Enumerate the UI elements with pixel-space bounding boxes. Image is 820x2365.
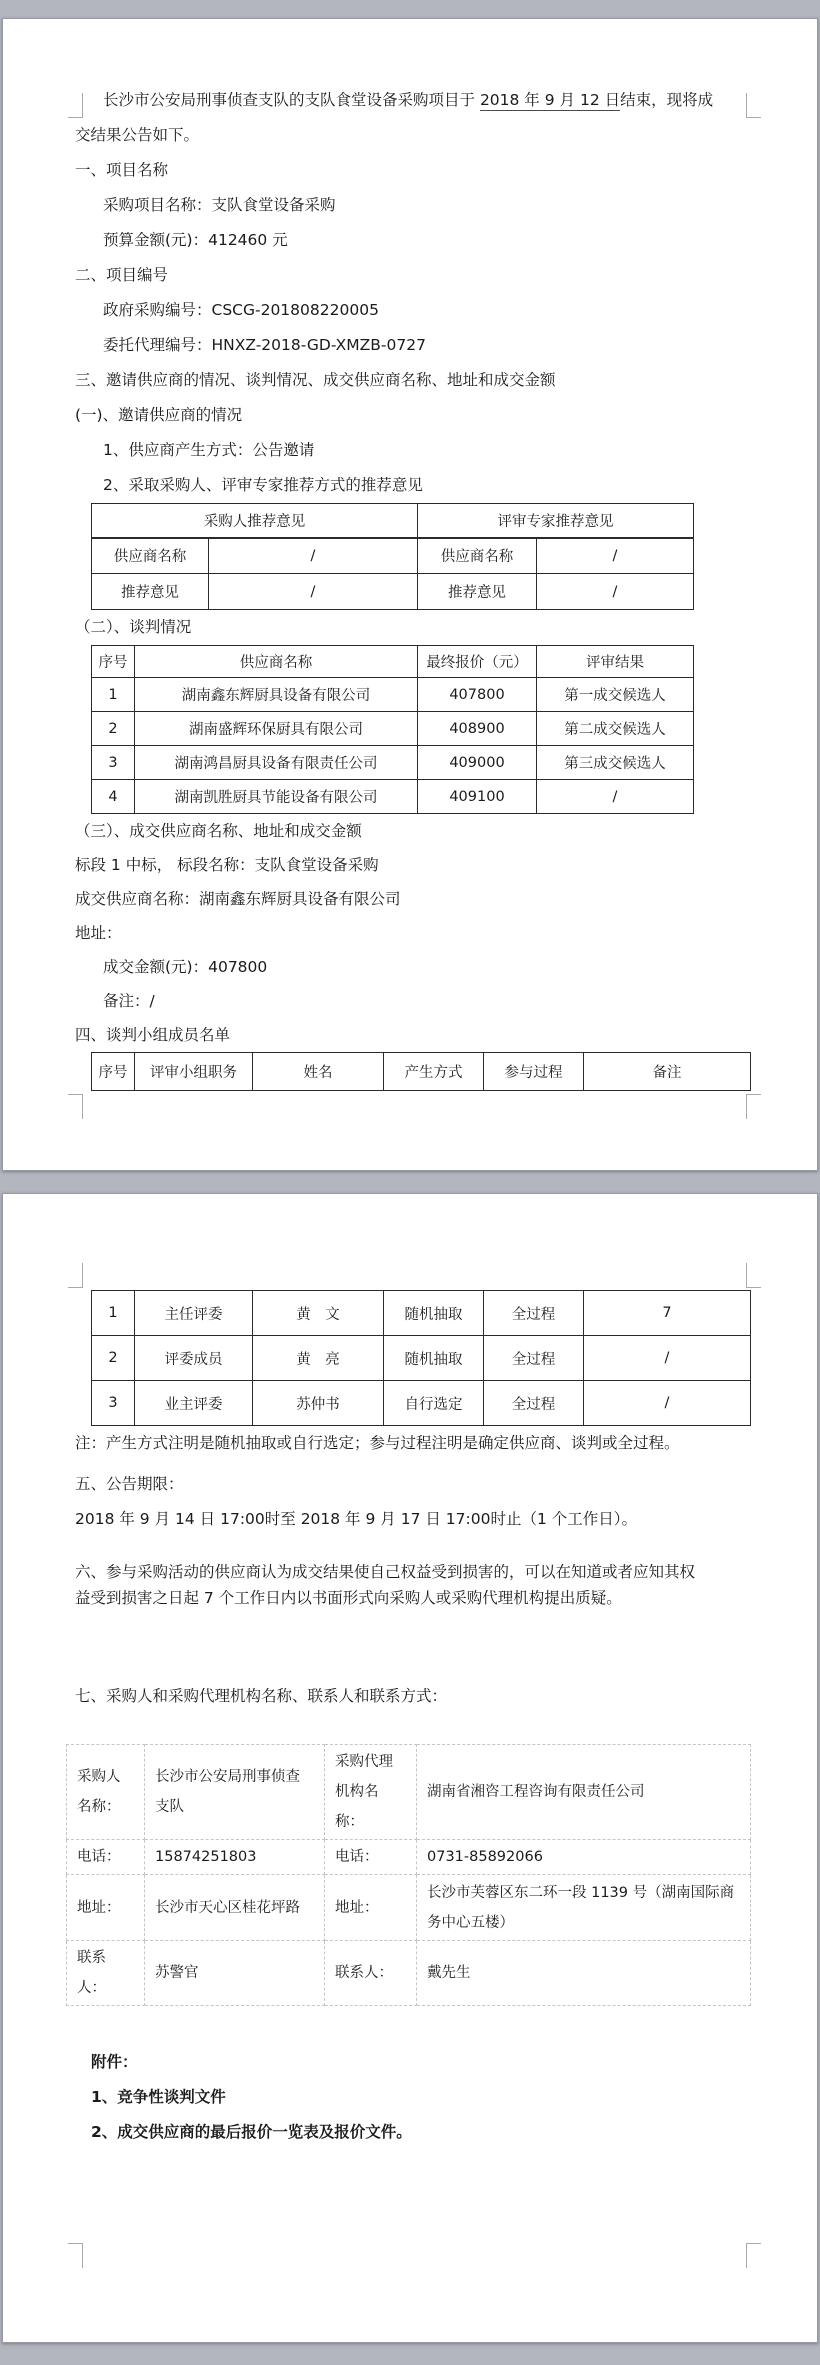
table-row (92, 1336, 751, 1381)
intro-line-2: 交结果公告如下。 (75, 126, 200, 144)
table-cell: 联系人： (67, 1941, 145, 2006)
heading-invited-suppliers: (一)、邀请供应商的情况 (75, 406, 243, 424)
panel-table-rows (91, 1290, 751, 1426)
table-cell: 409100 (418, 780, 537, 814)
table-cell: 供应商名称 (418, 538, 537, 574)
table-row (67, 1875, 751, 1941)
table-cell: 联系人： (325, 1941, 417, 2006)
table-cell: 湖南鸿昌厨具设备有限责任公司 (135, 746, 418, 780)
margin-mark-top-left (68, 1263, 83, 1288)
table-cell: 评审专家推荐意见 (418, 504, 694, 538)
table-cell: 苏警官 (145, 1941, 325, 2006)
attachments-heading: 附件： (91, 2053, 138, 2071)
table-cell: / (537, 574, 694, 610)
table-cell: 2 (92, 712, 135, 746)
table-cell: 全过程 (484, 1336, 584, 1381)
heading-project-number-section: 二、项目编号 (75, 266, 169, 284)
table-cell: / (209, 538, 418, 574)
table-cell: / (537, 538, 694, 574)
line-agency-number: 委托代理编号：HNXZ-2018-GD-XMZB-0727 (103, 336, 426, 354)
table-cell: 长沙市芙蓉区东二环一段 1139 号（湖南国际商务中心五楼） (417, 1875, 751, 1941)
table-cell: 评审小组职务 (135, 1053, 253, 1091)
table-cell: 全过程 (484, 1291, 584, 1336)
table-cell: 苏仲书 (253, 1381, 384, 1426)
table-cell: 湖南凯胜厨具节能设备有限公司 (135, 780, 418, 814)
line-announcement-period: 2018 年 9 月 14 日 17:00时至 2018 年 9 月 17 日 17:00时止（1 个工作日）。 (75, 1510, 637, 1528)
line-award-amount: 成交金额(元)：407800 (103, 958, 268, 976)
table-cell: 黄 亮 (253, 1336, 384, 1381)
table-row (67, 1941, 751, 2006)
intro-underlined-date: 2018 年 9 月 12 日 (479, 91, 621, 109)
table-row (92, 780, 694, 814)
contact-table (66, 1744, 751, 2006)
heading-contacts: 七、采购人和采购代理机构名称、联系人和联系方式： (75, 1687, 448, 1705)
line-award-supplier: 成交供应商名称：湖南鑫东辉厨具设备有限公司 (75, 890, 401, 908)
table-cell: 供应商名称 (135, 646, 418, 678)
table-cell: 7 (584, 1291, 751, 1336)
table-row (92, 712, 694, 746)
line-procurement-project-name: 采购项目名称：支队食堂设备采购 (103, 196, 336, 214)
page-gap (0, 1171, 820, 1193)
attachment-1: 1、竞争性谈判文件 (91, 2088, 226, 2106)
table-cell: 湖南省湘咨工程咨询有限责任公司 (417, 1745, 751, 1840)
line-gov-procurement-number: 政府采购编号：CSCG-201808220005 (103, 301, 379, 319)
line-award-section: 标段 1 中标， 标段名称：支队食堂设备采购 (75, 856, 379, 874)
table-row (92, 678, 694, 712)
table-cell: 电话： (67, 1840, 145, 1875)
heading-project-name-section: 一、项目名称 (75, 161, 169, 179)
table-cell: 自行选定 (384, 1381, 484, 1426)
panel-table-header (91, 1052, 751, 1091)
table-cell: 地址： (67, 1875, 145, 1941)
heading-announcement-period: 五、公告期限： (75, 1475, 184, 1493)
table-cell: 备注 (584, 1053, 751, 1091)
table-cell: 4 (92, 780, 135, 814)
line-award-remark: 备注：/ (103, 992, 155, 1010)
table-cell: 第三成交候选人 (537, 746, 694, 780)
table-cell: / (584, 1336, 751, 1381)
table-cell: 长沙市公安局刑事侦查支队 (145, 1745, 325, 1840)
panel-note-line: 注：产生方式注明是随机抽取或自行选定；参与过程注明是确定供应商、谈判或全过程。 (75, 1434, 680, 1452)
heading-award: （三）、成交供应商名称、地址和成交金额 (75, 822, 362, 840)
table-row (92, 574, 694, 610)
recommendation-table (91, 503, 694, 610)
table-cell: 1 (92, 1291, 135, 1336)
table-cell: 第一成交候选人 (537, 678, 694, 712)
table-cell: 湖南鑫东辉厨具设备有限公司 (135, 678, 418, 712)
table-cell: 随机抽取 (384, 1336, 484, 1381)
table-cell: 戴先生 (417, 1941, 751, 2006)
line-budget-amount: 预算金额(元)：412460 元 (103, 231, 288, 249)
table-row (92, 504, 694, 538)
intro-line-1 (75, 83, 751, 118)
table-cell: 主任评委 (135, 1291, 253, 1336)
table-row (92, 746, 694, 780)
table-cell: 地址： (325, 1875, 417, 1941)
line-supplier-method: 1、供应商产生方式：公告邀请 (103, 441, 315, 459)
table-cell: 0731-85892066 (417, 1840, 751, 1875)
margin-mark-top-right (746, 93, 761, 118)
table-cell: 2 (92, 1336, 135, 1381)
margin-mark-top-right (746, 1263, 761, 1288)
attachment-2: 2、成交供应商的最后报价一览表及报价文件。 (91, 2123, 412, 2141)
table-cell: 409000 (418, 746, 537, 780)
table-cell: 供应商名称 (92, 538, 209, 574)
table-cell: 第二成交候选人 (537, 712, 694, 746)
para-objection-line-2: 益受到损害之日起 7 个工作日内以书面形式向采购人或采购代理机构提出质疑。 (75, 1589, 622, 1607)
table-cell: 黄 文 (253, 1291, 384, 1336)
margin-mark-bottom-left (68, 2243, 83, 2268)
table-cell: / (537, 780, 694, 814)
table-header-row (92, 646, 694, 678)
table-cell: 参与过程 (484, 1053, 584, 1091)
workspace-bottom-band (0, 2343, 820, 2365)
page-1 (2, 18, 818, 1171)
heading-panel-list: 四、谈判小组成员名单 (75, 1026, 231, 1044)
margin-mark-bottom-right (746, 1094, 761, 1119)
table-cell: 采购人推荐意见 (92, 504, 418, 538)
table-row (92, 1381, 751, 1426)
table-cell: 评委成员 (135, 1336, 253, 1381)
page-2 (2, 1193, 818, 2343)
table-cell: 推荐意见 (92, 574, 209, 610)
heading-negotiation: （二）、谈判情况 (75, 618, 192, 636)
intro-text-after-date: 结束，现将成 (620, 91, 714, 109)
margin-mark-bottom-left (68, 1094, 83, 1119)
table-cell: 408900 (418, 712, 537, 746)
para-objection-line-1: 六、参与采购活动的供应商认为成交结果使自己权益受到损害的，可以在知道或者应知其权 (75, 1563, 696, 1581)
table-cell: 15874251803 (145, 1840, 325, 1875)
negotiation-table (91, 645, 694, 814)
table-cell: 电话： (325, 1840, 417, 1875)
table-row (67, 1840, 751, 1875)
margin-mark-bottom-right (746, 2243, 761, 2268)
table-cell: / (209, 574, 418, 610)
table-cell: 序号 (92, 646, 135, 678)
table-cell: 长沙市天心区桂花坪路 (145, 1875, 325, 1941)
table-cell: 序号 (92, 1053, 135, 1091)
table-cell: 全过程 (484, 1381, 584, 1426)
workspace-top-band (0, 0, 820, 18)
table-cell: 1 (92, 678, 135, 712)
table-cell: 湖南盛辉环保厨具有限公司 (135, 712, 418, 746)
table-cell: 3 (92, 1381, 135, 1426)
table-cell: 随机抽取 (384, 1291, 484, 1336)
intro-text-before-date: 长沙市公安局刑事侦查支队的支队食堂设备采购项目于 (103, 91, 480, 109)
table-cell: 业主评委 (135, 1381, 253, 1426)
table-cell: 产生方式 (384, 1053, 484, 1091)
table-cell: 姓名 (253, 1053, 384, 1091)
margin-mark-top-left (68, 93, 83, 118)
table-cell: 采购人名称： (67, 1745, 145, 1840)
heading-section-three: 三、邀请供应商的情况、谈判情况、成交供应商名称、地址和成交金额 (75, 371, 556, 389)
line-award-address: 地址： (75, 924, 122, 942)
table-cell: / (584, 1381, 751, 1426)
table-cell: 407800 (418, 678, 537, 712)
table-cell: 最终报价（元） (418, 646, 537, 678)
table-cell: 采购代理机构名称： (325, 1745, 417, 1840)
table-row (67, 1745, 751, 1840)
table-cell: 推荐意见 (418, 574, 537, 610)
table-row (92, 538, 694, 574)
table-header-row (92, 1053, 751, 1091)
line-recommendation-method: 2、采取采购人、评审专家推荐方式的推荐意见 (103, 476, 423, 494)
table-cell: 3 (92, 746, 135, 780)
table-cell: 评审结果 (537, 646, 694, 678)
table-row (92, 1291, 751, 1336)
